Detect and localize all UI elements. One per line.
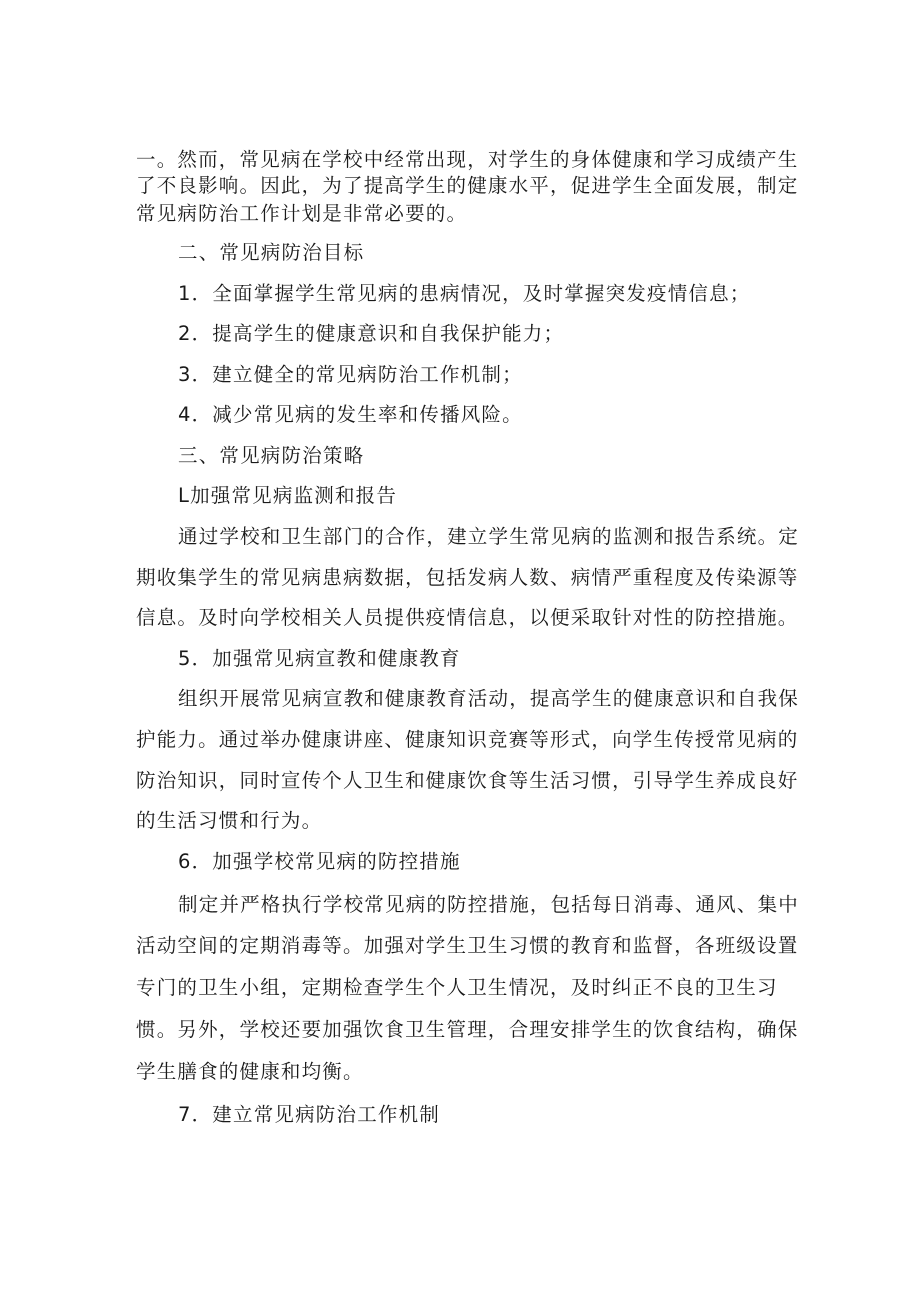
paragraph-line: 惯。另外，学校还要加强饮食卫生管理，合理安排学生的饮食结构，确保 bbox=[136, 1018, 799, 1041]
paragraph-line: 防治知识，同时宣传个人卫生和健康饮食等生活习惯，引导学生养成良好 bbox=[136, 769, 799, 792]
paragraph-line: 的生活习惯和行为。 bbox=[136, 809, 323, 832]
section-heading: 二、常见病防治目标 bbox=[178, 241, 365, 264]
section-heading: 三、常见病防治策略 bbox=[178, 444, 365, 467]
subsection-heading: 7．建立常见病防治工作机制 bbox=[178, 1103, 441, 1126]
paragraph-line: 一。然而，常见病在学校中经常出现，对学生的身体健康和学习成绩产生 bbox=[136, 148, 799, 171]
list-item: 4．减少常见病的发生率和传播风险。 bbox=[178, 403, 523, 426]
paragraph-line: 组织开展常见病宣教和健康教育活动，提高学生的健康意识和自我保 bbox=[178, 687, 800, 710]
paragraph-line: 专门的卫生小组，定期检查学生个人卫生情况，及时纠正不良的卫生习 bbox=[136, 976, 778, 999]
paragraph-line: 活动空间的定期消毒等。加强对学生卫生习惯的教育和监督，各班级设置 bbox=[136, 934, 799, 957]
paragraph-line: 学生膳食的健康和均衡。 bbox=[136, 1060, 364, 1083]
paragraph-line: 期收集学生的常见病患病数据，包括发病人数、病情严重程度及传染源等 bbox=[136, 566, 799, 589]
paragraph-line: 护能力。通过举办健康讲座、健康知识竞赛等形式，向学生传授常见病的 bbox=[136, 728, 799, 751]
paragraph-line: 信息。及时向学校相关人员提供疫情信息，以便采取针对性的防控措施。 bbox=[136, 606, 799, 629]
paragraph-line: 常见病防治工作计划是非常必要的。 bbox=[136, 202, 468, 225]
list-item: 3．建立健全的常见病防治工作机制； bbox=[178, 363, 523, 386]
list-item: 2．提高学生的健康意识和自我保护能力； bbox=[178, 322, 565, 345]
list-item: 1．全面掌握学生常见病的患病情况，及时掌握突发疫情信息； bbox=[178, 282, 751, 305]
paragraph-line: 制定并严格执行学校常见病的防控措施，包括每日消毒、通风、集中 bbox=[178, 893, 800, 916]
paragraph-line: 了不良影响。因此，为了提高学生的健康水平，促进学生全面发展，制定 bbox=[136, 174, 799, 197]
subsection-heading: L加强常见病监测和报告 bbox=[178, 484, 398, 507]
paragraph-line: 通过学校和卫生部门的合作，建立学生常见病的监测和报告系统。定 bbox=[178, 525, 800, 548]
subsection-heading: 5．加强常见病宣教和健康教育 bbox=[178, 647, 461, 670]
subsection-heading: 6．加强学校常见病的防控措施 bbox=[178, 850, 461, 873]
